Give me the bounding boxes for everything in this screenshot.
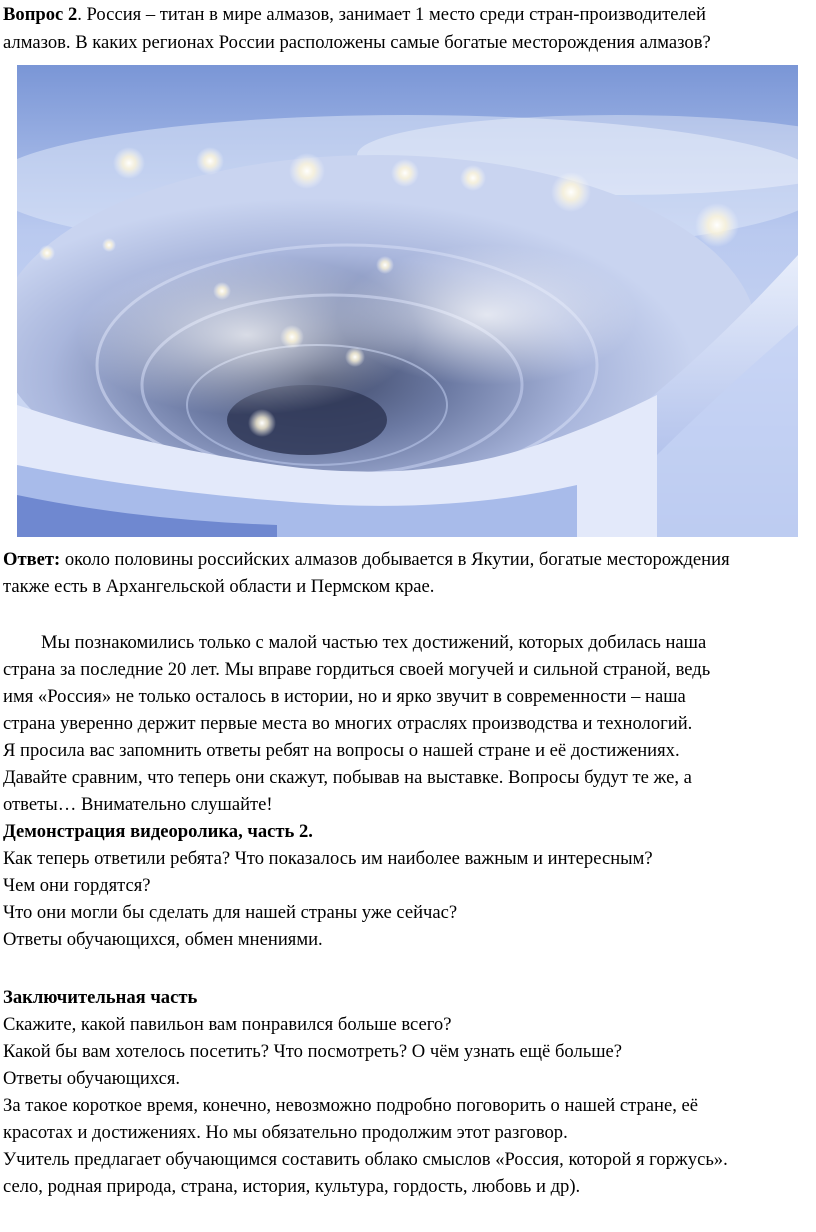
paragraph-line: имя «Россия» не только осталось в истории, но и ярко звучит в современности – наша bbox=[3, 686, 686, 707]
paragraph-line: страна за последние 20 лет. Мы вправе гордиться своей могучей и сильной страной, ведь bbox=[3, 659, 711, 680]
demo-line: Как теперь ответили ребята? Что показалось им наиболее важным и интересным? bbox=[3, 848, 653, 869]
question-text-1: . Россия – титан в мире алмазов, занимает 1 место среди стран-производителей bbox=[77, 4, 706, 25]
answer-line-2: также есть в Архангельской области и Пермском крае. bbox=[3, 576, 435, 597]
final-line: село, родная природа, страна, история, культура, гордость, любовь и др). bbox=[3, 1176, 581, 1197]
answer-text-1: около половины российских алмазов добывается в Якутии, богатые месторождения bbox=[60, 549, 730, 570]
paragraph-line: Давайте сравним, что теперь они скажут, побывав на выставке. Вопросы будут те же, а bbox=[3, 767, 692, 788]
demo-line: Что они могли бы сделать для нашей страны уже сейчас? bbox=[3, 902, 458, 923]
final-line: За такое короткое время, конечно, невозможно подробно поговорить о нашей стране, её bbox=[3, 1095, 699, 1116]
final-line: Какой бы вам хотелось посетить? Что посмотреть? О чём узнать ещё больше? bbox=[3, 1041, 623, 1062]
demo-line: Ответы обучающихся, обмен мнениями. bbox=[3, 929, 323, 950]
paragraph-line: страна уверенно держит первые места во многих отраслях производства и технологий. bbox=[3, 713, 693, 734]
paragraph-line: Я просила вас запомнить ответы ребят на вопросы о нашей стране и её достижениях. bbox=[3, 740, 680, 761]
final-line: Скажите, какой павильон вам понравился больше всего? bbox=[3, 1014, 452, 1035]
question-label: Вопрос 2 bbox=[3, 4, 78, 25]
paragraph-line: Мы познакомились только с малой частью тех достижений, которых добилась наша bbox=[41, 632, 707, 653]
diamond-mine-photo bbox=[17, 65, 798, 537]
final-line: Ответы обучающихся. bbox=[3, 1068, 181, 1089]
final-line: Учитель предлагает обучающимся составить облако смыслов «Россия, которой я горжусь». bbox=[3, 1149, 728, 1170]
demo-heading: Демонстрация видеоролика, часть 2. bbox=[3, 821, 313, 842]
demo-line: Чем они гордятся? bbox=[3, 875, 151, 896]
final-line: красотах и достижениях. Но мы обязательно продолжим этот разговор. bbox=[3, 1122, 568, 1143]
answer-line-1 bbox=[3, 547, 730, 573]
question-line-1 bbox=[3, 2, 706, 28]
answer-label: Ответ: bbox=[3, 549, 61, 570]
final-heading: Заключительная часть bbox=[3, 987, 198, 1008]
question-line-2: алмазов. В каких регионах России расположены самые богатые месторождения алмазов? bbox=[3, 32, 711, 53]
paragraph-line: ответы… Внимательно слушайте! bbox=[3, 794, 273, 815]
